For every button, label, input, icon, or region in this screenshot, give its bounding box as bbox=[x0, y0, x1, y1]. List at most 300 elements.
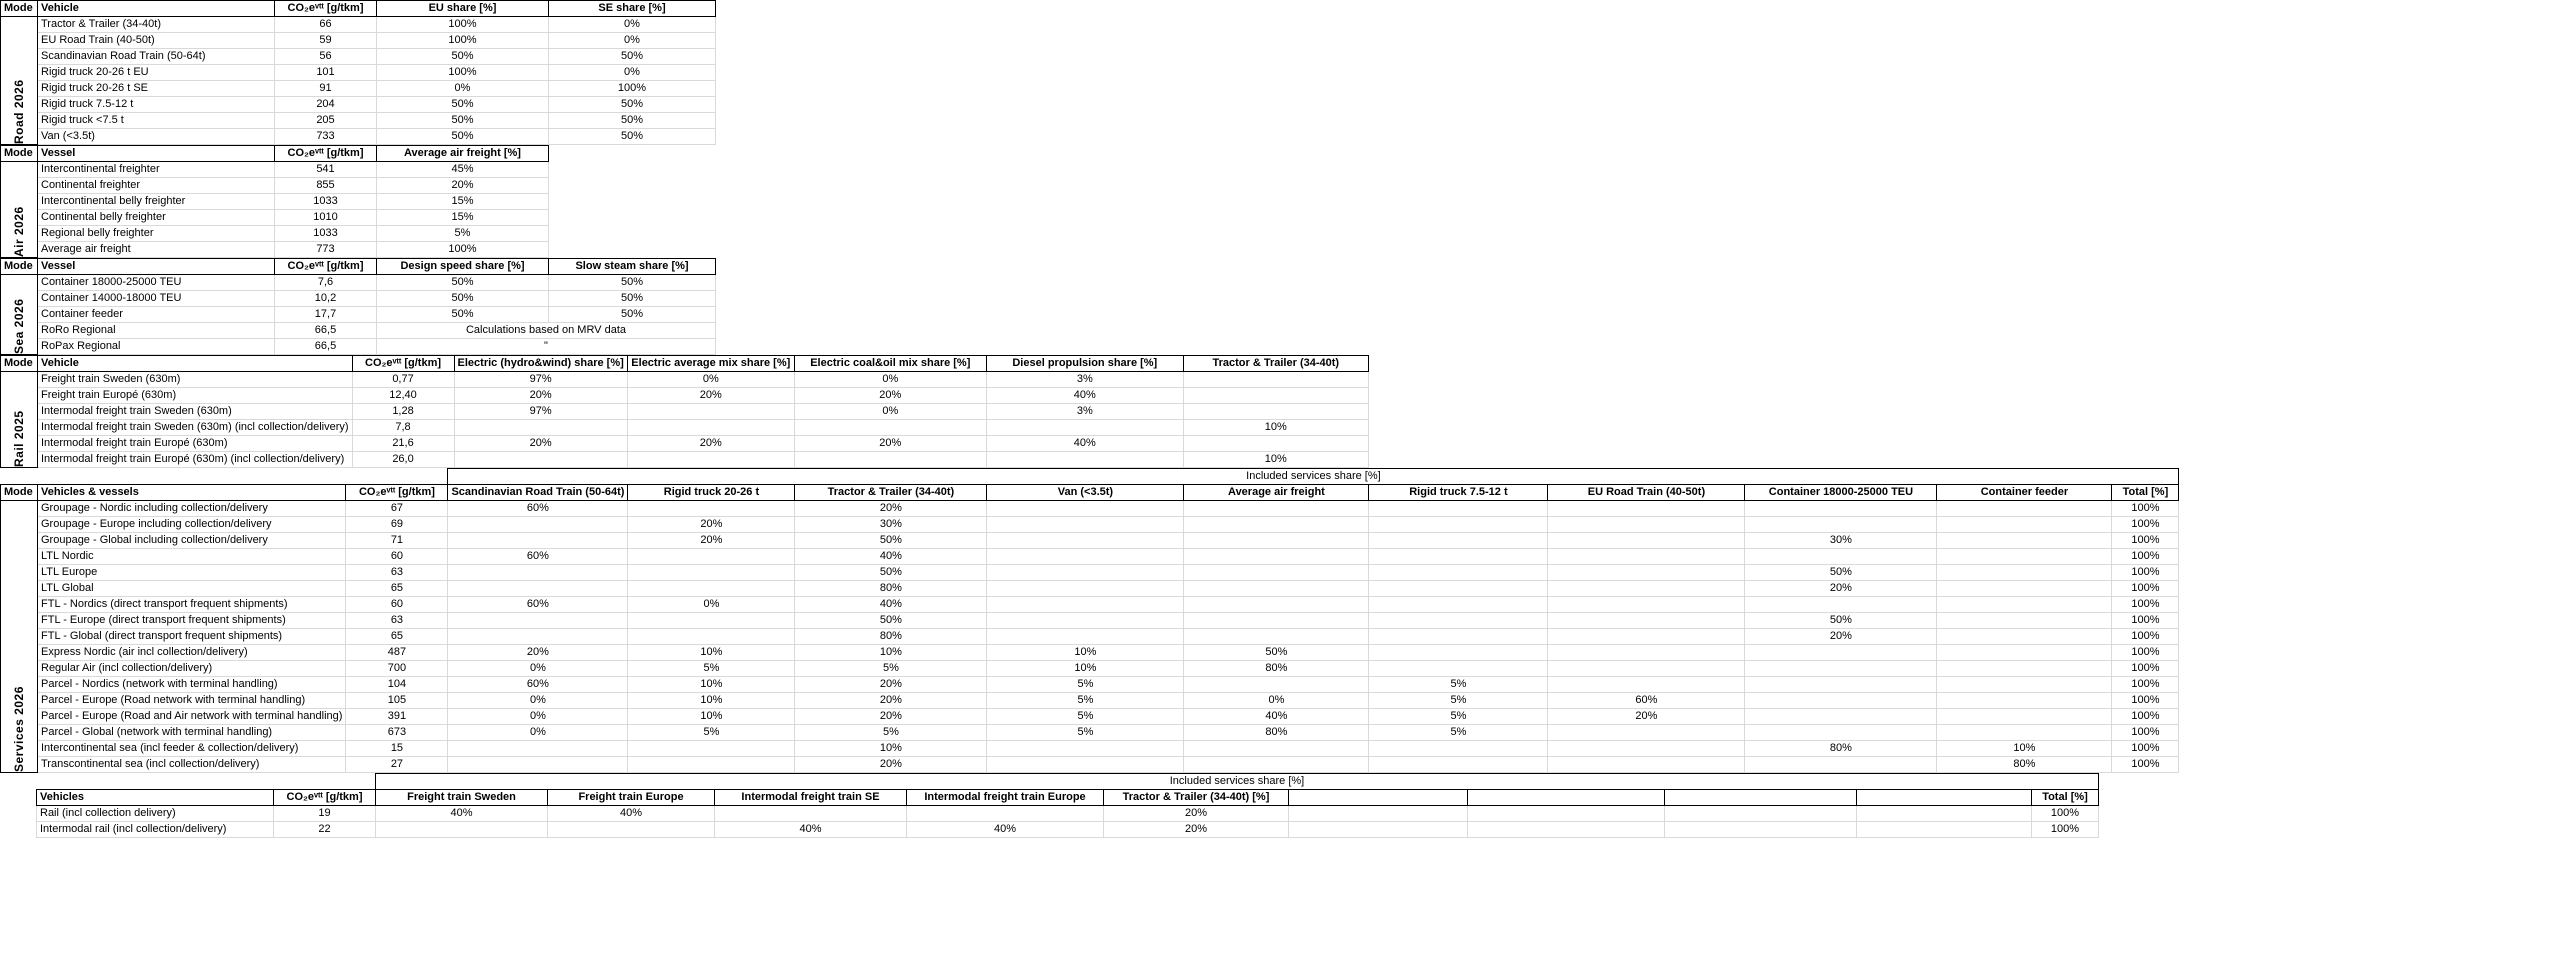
sea-table bbox=[0, 258, 716, 355]
cell: Rail (incl collection delivery) bbox=[37, 806, 274, 822]
cell: Rigid truck <7.5 t bbox=[38, 113, 275, 129]
cell: 20% bbox=[795, 501, 987, 517]
cell: 20% bbox=[454, 388, 627, 404]
cell: 1,28 bbox=[352, 404, 454, 420]
cell: 50% bbox=[377, 49, 549, 65]
cell bbox=[1369, 613, 1548, 629]
cell bbox=[448, 757, 628, 773]
table-row bbox=[1, 17, 716, 33]
cell bbox=[628, 581, 795, 597]
services-col-cont18000: Container 18000-25000 TEU bbox=[1745, 485, 1937, 501]
cell: Regular Air (incl collection/delivery) bbox=[38, 661, 346, 677]
rail-header-row bbox=[1, 356, 1369, 372]
cell bbox=[1665, 822, 1857, 838]
cell bbox=[1369, 533, 1548, 549]
cell: 100% bbox=[549, 81, 716, 97]
cell bbox=[1937, 661, 2112, 677]
cell bbox=[1548, 517, 1745, 533]
cell: 100% bbox=[2032, 822, 2099, 838]
cell: 100% bbox=[2112, 757, 2179, 773]
road-col-se: SE share [%] bbox=[549, 1, 716, 17]
cell: 60 bbox=[346, 549, 448, 565]
cell bbox=[987, 549, 1184, 565]
sea-col-slow: Slow steam share [%] bbox=[549, 259, 716, 275]
cell: 40% bbox=[1184, 709, 1369, 725]
services-header-row bbox=[1, 485, 2179, 501]
cell: 50% bbox=[377, 307, 549, 323]
cell: 30% bbox=[795, 517, 987, 533]
mrv-note-ditto: " bbox=[377, 339, 716, 355]
cell: 5% bbox=[628, 725, 795, 741]
cell: 20% bbox=[454, 436, 627, 452]
cell bbox=[448, 581, 628, 597]
cell: 80% bbox=[1745, 741, 1937, 757]
cell bbox=[1937, 517, 2112, 533]
cell: 69 bbox=[346, 517, 448, 533]
services-table bbox=[0, 468, 2179, 773]
services-col-air: Average air freight bbox=[1184, 485, 1369, 501]
cell: 60% bbox=[448, 549, 628, 565]
cell: Rigid truck 20-26 t EU bbox=[38, 65, 275, 81]
cell: Rigid truck 20-26 t SE bbox=[38, 81, 275, 97]
cell: 40% bbox=[548, 806, 715, 822]
cell bbox=[1183, 372, 1368, 388]
cell bbox=[1937, 677, 2112, 693]
cell bbox=[1369, 757, 1548, 773]
cell: 10% bbox=[628, 677, 795, 693]
railsvc-col-vehicles: Vehicles bbox=[37, 790, 274, 806]
table-row bbox=[1, 549, 2179, 565]
cell: FTL - Global (direct transport frequent shipments) bbox=[38, 629, 346, 645]
table-row bbox=[1, 533, 2179, 549]
cell: 40% bbox=[795, 549, 987, 565]
cell: Express Nordic (air incl collection/delivery) bbox=[38, 645, 346, 661]
cell: 100% bbox=[2112, 613, 2179, 629]
cell: Intermodal freight train Sweden (630m) bbox=[38, 404, 353, 420]
railsvc-col-blank4 bbox=[1857, 790, 2032, 806]
cell bbox=[1548, 661, 1745, 677]
cell: 10% bbox=[1183, 452, 1368, 468]
cell: 60% bbox=[1548, 693, 1745, 709]
cell: 0% bbox=[627, 372, 794, 388]
cell: Rigid truck 7.5-12 t bbox=[38, 97, 275, 113]
sea-mode-label: Mode bbox=[1, 259, 38, 275]
cell: 50% bbox=[549, 129, 716, 145]
table-row bbox=[1, 388, 1369, 404]
cell: 97% bbox=[454, 372, 627, 388]
cell: 59 bbox=[275, 33, 377, 49]
cell: 1033 bbox=[275, 194, 377, 210]
road-col-co2: CO₂eᵛᵗᵗ [g/tkm] bbox=[275, 1, 377, 17]
rail-mode-label: Mode bbox=[1, 356, 38, 372]
table-row bbox=[1, 291, 716, 307]
cell bbox=[1937, 629, 2112, 645]
table-row bbox=[1, 757, 2179, 773]
services-col-vehicles: Vehicles & vessels bbox=[38, 485, 346, 501]
cell: 20% bbox=[627, 436, 794, 452]
cell: 100% bbox=[2112, 501, 2179, 517]
road-col-vehicle: Vehicle bbox=[38, 1, 275, 17]
table-row bbox=[1, 323, 716, 339]
cell: 15 bbox=[346, 741, 448, 757]
services-mode-label: Mode bbox=[1, 485, 38, 501]
railsvc-col-co2: CO₂eᵛᵗᵗ [g/tkm] bbox=[274, 790, 376, 806]
cell: 71 bbox=[346, 533, 448, 549]
cell bbox=[986, 420, 1183, 436]
cell bbox=[1745, 645, 1937, 661]
cell: 204 bbox=[275, 97, 377, 113]
cell bbox=[1745, 549, 1937, 565]
cell: 20% bbox=[377, 178, 549, 194]
cell: Intercontinental belly freighter bbox=[38, 194, 275, 210]
cell: 50% bbox=[795, 613, 987, 629]
table-row bbox=[1, 597, 2179, 613]
cell: 50% bbox=[549, 113, 716, 129]
cell bbox=[1548, 629, 1745, 645]
cell bbox=[1937, 533, 2112, 549]
table-row bbox=[1, 741, 2179, 757]
cell: 100% bbox=[2112, 517, 2179, 533]
road-col-eu: EU share [%] bbox=[377, 1, 549, 17]
cell: 27 bbox=[346, 757, 448, 773]
table-row bbox=[0, 806, 2099, 822]
cell: 100% bbox=[2112, 533, 2179, 549]
cell: RoRo Regional bbox=[38, 323, 275, 339]
cell: 60 bbox=[346, 597, 448, 613]
cell: 0% bbox=[794, 404, 986, 420]
cell bbox=[628, 613, 795, 629]
table-row bbox=[1, 65, 716, 81]
cell bbox=[1548, 565, 1745, 581]
cell: 12,40 bbox=[352, 388, 454, 404]
cell bbox=[715, 806, 907, 822]
cell: 100% bbox=[2112, 741, 2179, 757]
air-table bbox=[0, 145, 549, 258]
services-col-total: Total [%] bbox=[2112, 485, 2179, 501]
cell: 5% bbox=[795, 661, 987, 677]
cell bbox=[1184, 517, 1369, 533]
cell bbox=[1745, 661, 1937, 677]
cell: 20% bbox=[1104, 806, 1289, 822]
cell: Intercontinental sea (incl feeder & collection/delivery) bbox=[38, 741, 346, 757]
cell: 10% bbox=[795, 645, 987, 661]
cell: 101 bbox=[275, 65, 377, 81]
cell bbox=[987, 597, 1184, 613]
cell: Average air freight bbox=[38, 242, 275, 258]
services-banner: Included services share [%] bbox=[448, 469, 2179, 485]
cell: 20% bbox=[1548, 709, 1745, 725]
cell bbox=[454, 452, 627, 468]
cell: 80% bbox=[795, 629, 987, 645]
sea-header-row bbox=[1, 259, 716, 275]
cell: 60% bbox=[448, 501, 628, 517]
cell: 30% bbox=[1745, 533, 1937, 549]
cell: 20% bbox=[1745, 581, 1937, 597]
cell bbox=[1665, 806, 1857, 822]
cell bbox=[448, 517, 628, 533]
cell: 50% bbox=[795, 565, 987, 581]
cell: 10% bbox=[628, 709, 795, 725]
cell: 5% bbox=[987, 693, 1184, 709]
cell: Tractor & Trailer (34-40t) bbox=[38, 17, 275, 33]
cell: 3% bbox=[986, 372, 1183, 388]
cell: 97% bbox=[454, 404, 627, 420]
sea-col-co2: CO₂eᵛᵗᵗ [g/tkm] bbox=[275, 259, 377, 275]
cell: LTL Global bbox=[38, 581, 346, 597]
cell: 17,7 bbox=[275, 307, 377, 323]
road-mode-label: Mode bbox=[1, 1, 38, 17]
cell: 20% bbox=[794, 388, 986, 404]
spacer-cell bbox=[346, 469, 448, 485]
cell: 700 bbox=[346, 661, 448, 677]
cell bbox=[1548, 549, 1745, 565]
cell bbox=[1937, 645, 2112, 661]
cell: FTL - Europe (direct transport frequent shipments) bbox=[38, 613, 346, 629]
cell: 205 bbox=[275, 113, 377, 129]
table-row bbox=[1, 661, 2179, 677]
cell bbox=[1745, 677, 1937, 693]
rail-services-banner-row bbox=[0, 774, 2099, 790]
table-row bbox=[1, 420, 1369, 436]
spacer-cell bbox=[0, 774, 37, 790]
cell: 0% bbox=[377, 81, 549, 97]
cell: Continental freighter bbox=[38, 178, 275, 194]
cell: 541 bbox=[275, 162, 377, 178]
cell: 5% bbox=[1369, 725, 1548, 741]
services-col-tractor: Tractor & Trailer (34-40t) bbox=[795, 485, 987, 501]
cell: 50% bbox=[549, 307, 716, 323]
air-col-co2: CO₂eᵛᵗᵗ [g/tkm] bbox=[275, 146, 377, 162]
cell bbox=[794, 452, 986, 468]
cell bbox=[1369, 645, 1548, 661]
cell: 10% bbox=[987, 645, 1184, 661]
cell bbox=[1857, 806, 2032, 822]
cell bbox=[1369, 661, 1548, 677]
cell: 66,5 bbox=[275, 323, 377, 339]
cell: Groupage - Global including collection/delivery bbox=[38, 533, 346, 549]
cell: Intermodal freight train Sweden (630m) (incl collection/delivery) bbox=[38, 420, 353, 436]
cell bbox=[454, 420, 627, 436]
table-row bbox=[1, 226, 549, 242]
cell: 5% bbox=[1369, 693, 1548, 709]
cell: 50% bbox=[1184, 645, 1369, 661]
cell: Intermodal rail (incl collection/delivery) bbox=[37, 822, 274, 838]
cell bbox=[1937, 693, 2112, 709]
cell: 50% bbox=[549, 291, 716, 307]
mrv-note: Calculations based on MRV data bbox=[377, 323, 716, 339]
cell bbox=[1548, 741, 1745, 757]
cell bbox=[1289, 822, 1468, 838]
cell: 0% bbox=[549, 33, 716, 49]
cell: 50% bbox=[377, 275, 549, 291]
rail-side-label: Rail 2025 bbox=[1, 372, 38, 468]
cell bbox=[1745, 517, 1937, 533]
cell: 100% bbox=[377, 65, 549, 81]
services-col-feeder: Container feeder bbox=[1937, 485, 2112, 501]
cell bbox=[1548, 677, 1745, 693]
cell: Scandinavian Road Train (50-64t) bbox=[38, 49, 275, 65]
cell bbox=[1937, 565, 2112, 581]
air-side-label: Air 2026 bbox=[1, 162, 38, 258]
cell bbox=[1745, 757, 1937, 773]
table-row bbox=[1, 581, 2179, 597]
cell: 5% bbox=[377, 226, 549, 242]
cell: 40% bbox=[715, 822, 907, 838]
table-row bbox=[1, 113, 716, 129]
cell: 67 bbox=[346, 501, 448, 517]
cell: 20% bbox=[628, 517, 795, 533]
cell: Intermodal freight train Europé (630m) (incl collection/delivery) bbox=[38, 452, 353, 468]
cell bbox=[628, 549, 795, 565]
services-col-srt: Scandinavian Road Train (50-64t) bbox=[448, 485, 628, 501]
cell: 80% bbox=[1184, 725, 1369, 741]
cell bbox=[1289, 806, 1468, 822]
table-row bbox=[0, 822, 2099, 838]
cell: Container feeder bbox=[38, 307, 275, 323]
table-row bbox=[1, 162, 549, 178]
cell: 60% bbox=[448, 677, 628, 693]
cell bbox=[1184, 741, 1369, 757]
air-mode-label: Mode bbox=[1, 146, 38, 162]
cell: Freight train Europé (630m) bbox=[38, 388, 353, 404]
cell: 0,77 bbox=[352, 372, 454, 388]
spacer-cell bbox=[38, 469, 346, 485]
cell: 40% bbox=[376, 806, 548, 822]
cell: 21,6 bbox=[352, 436, 454, 452]
cell: 66 bbox=[275, 17, 377, 33]
cell: 15% bbox=[377, 194, 549, 210]
cell: 50% bbox=[377, 113, 549, 129]
cell bbox=[1937, 581, 2112, 597]
cell bbox=[1184, 581, 1369, 597]
cell: 20% bbox=[795, 677, 987, 693]
railsvc-col-tractor: Tractor & Trailer (34-40t) [%] bbox=[1104, 790, 1289, 806]
road-header-row bbox=[1, 1, 716, 17]
cell: 0% bbox=[549, 65, 716, 81]
cell: 100% bbox=[2112, 725, 2179, 741]
cell: Intermodal freight train Europé (630m) bbox=[38, 436, 353, 452]
cell bbox=[448, 533, 628, 549]
sea-col-vessel: Vessel bbox=[38, 259, 275, 275]
cell: 60% bbox=[448, 597, 628, 613]
rail-table bbox=[0, 355, 1369, 468]
cell: 50% bbox=[795, 533, 987, 549]
cell: Intercontinental freighter bbox=[38, 162, 275, 178]
rail-col-vehicle: Vehicle bbox=[38, 356, 353, 372]
cell: 1010 bbox=[275, 210, 377, 226]
cell: 40% bbox=[986, 388, 1183, 404]
cell: 22 bbox=[274, 822, 376, 838]
cell: 3% bbox=[986, 404, 1183, 420]
cell: Transcontinental sea (incl collection/delivery) bbox=[38, 757, 346, 773]
cell: 673 bbox=[346, 725, 448, 741]
cell: 100% bbox=[2112, 661, 2179, 677]
table-row bbox=[1, 725, 2179, 741]
cell: Parcel - Nordics (network with terminal handling) bbox=[38, 677, 346, 693]
table-row bbox=[1, 242, 549, 258]
cell bbox=[987, 613, 1184, 629]
cell bbox=[448, 741, 628, 757]
cell bbox=[987, 629, 1184, 645]
cell: 50% bbox=[377, 97, 549, 113]
cell bbox=[627, 404, 794, 420]
cell: 20% bbox=[627, 388, 794, 404]
cell: 733 bbox=[275, 129, 377, 145]
cell bbox=[1548, 725, 1745, 741]
cell: 20% bbox=[1104, 822, 1289, 838]
cell bbox=[794, 420, 986, 436]
table-row bbox=[1, 97, 716, 113]
air-col-vessel: Vessel bbox=[38, 146, 275, 162]
cell: 100% bbox=[2112, 677, 2179, 693]
cell bbox=[1184, 757, 1369, 773]
cell: 100% bbox=[377, 17, 549, 33]
table-row bbox=[1, 645, 2179, 661]
cell bbox=[1548, 597, 1745, 613]
cell: 50% bbox=[549, 275, 716, 291]
cell: 40% bbox=[986, 436, 1183, 452]
cell bbox=[1369, 565, 1548, 581]
cell: 80% bbox=[795, 581, 987, 597]
cell: 104 bbox=[346, 677, 448, 693]
cell: 50% bbox=[377, 291, 549, 307]
cell bbox=[987, 581, 1184, 597]
cell bbox=[987, 533, 1184, 549]
table-row bbox=[1, 178, 549, 194]
cell: 50% bbox=[1745, 565, 1937, 581]
cell: 20% bbox=[795, 709, 987, 725]
cell: 20% bbox=[794, 436, 986, 452]
cell bbox=[1369, 629, 1548, 645]
rail-col-tractor: Tractor & Trailer (34-40t) bbox=[1183, 356, 1368, 372]
rail-services-table bbox=[0, 773, 2099, 838]
cell bbox=[1745, 501, 1937, 517]
cell: 7,6 bbox=[275, 275, 377, 291]
cell bbox=[1183, 436, 1368, 452]
table-row bbox=[1, 307, 716, 323]
cell: RoPax Regional bbox=[38, 339, 275, 355]
table-row bbox=[1, 565, 2179, 581]
cell bbox=[1184, 533, 1369, 549]
cell: 91 bbox=[275, 81, 377, 97]
cell bbox=[1184, 677, 1369, 693]
table-row bbox=[1, 81, 716, 97]
cell bbox=[1937, 549, 2112, 565]
cell bbox=[1937, 725, 2112, 741]
cell bbox=[628, 741, 795, 757]
cell: 100% bbox=[2112, 629, 2179, 645]
cell: 5% bbox=[628, 661, 795, 677]
cell: Parcel - Europe (Road and Air network with terminal handling) bbox=[38, 709, 346, 725]
table-row bbox=[1, 339, 716, 355]
cell: Container 14000-18000 TEU bbox=[38, 291, 275, 307]
table-row bbox=[1, 693, 2179, 709]
spacer-cell bbox=[0, 806, 37, 822]
cell bbox=[1857, 822, 2032, 838]
cell bbox=[1548, 501, 1745, 517]
cell: 100% bbox=[2112, 581, 2179, 597]
cell: 20% bbox=[628, 533, 795, 549]
cell: 5% bbox=[987, 709, 1184, 725]
table-row bbox=[1, 49, 716, 65]
services-col-van: Van (<3.5t) bbox=[987, 485, 1184, 501]
services-col-rigid20: Rigid truck 20-26 t bbox=[628, 485, 795, 501]
rail-col-avgmix: Electric average mix share [%] bbox=[627, 356, 794, 372]
spacer-cell bbox=[37, 774, 274, 790]
cell bbox=[376, 822, 548, 838]
cell bbox=[1369, 741, 1548, 757]
cell: 50% bbox=[549, 49, 716, 65]
